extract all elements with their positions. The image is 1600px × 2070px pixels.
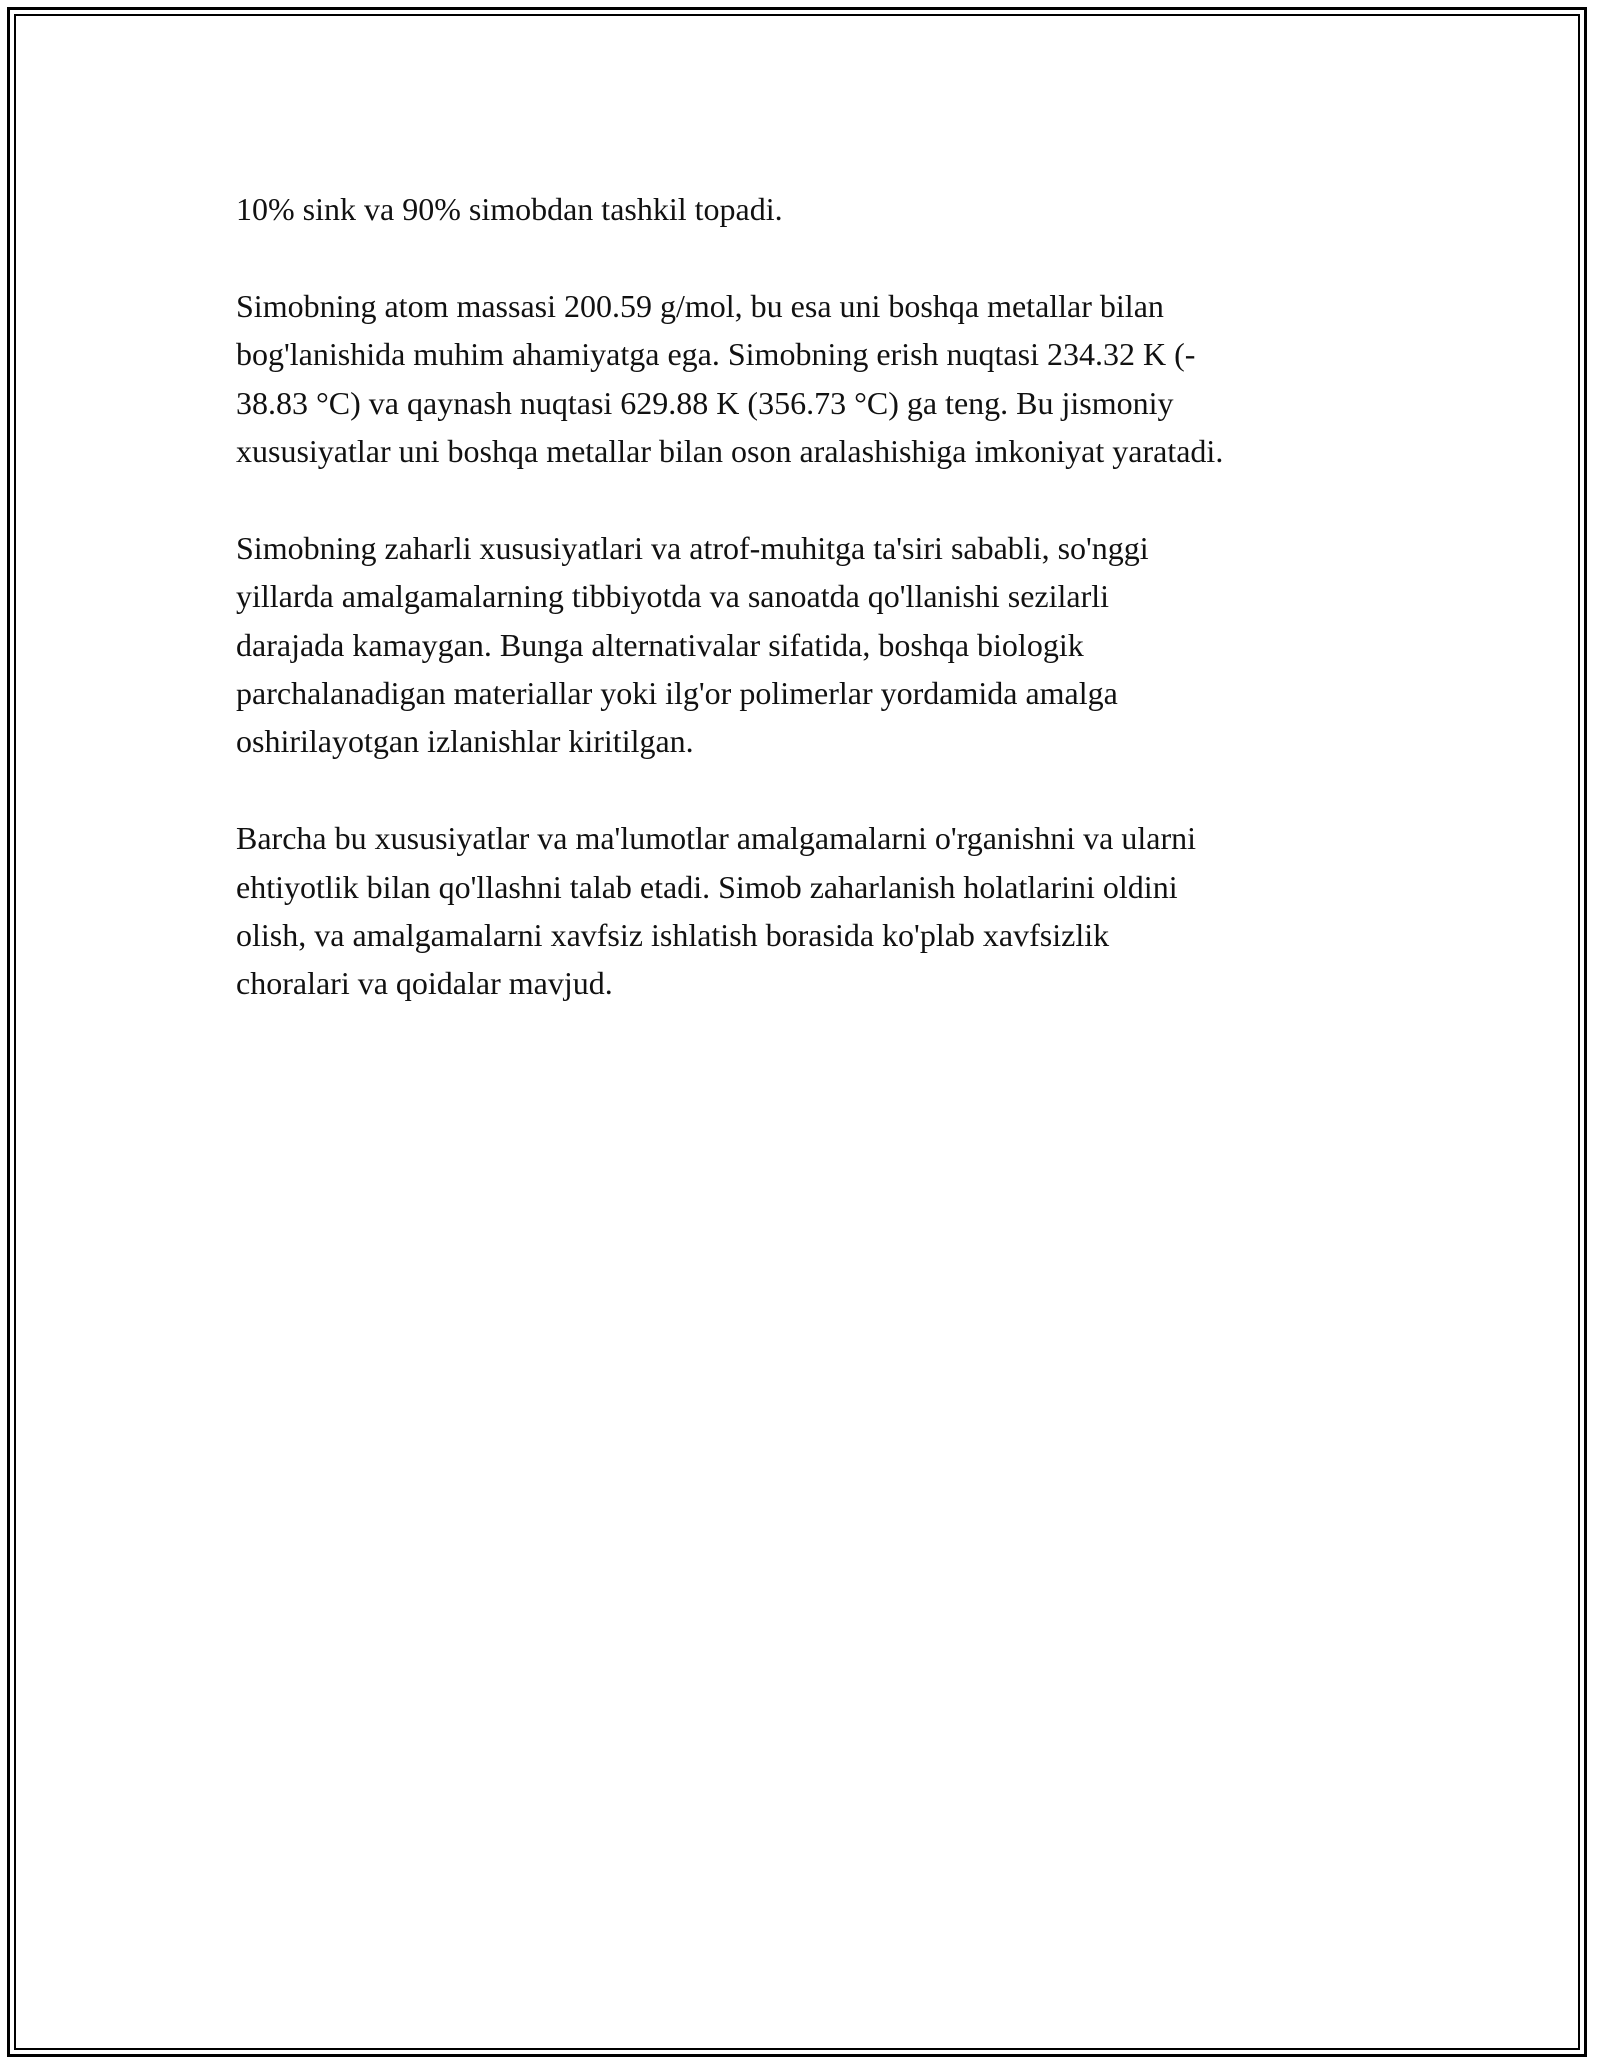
paragraph-composition: 10% sink va 90% simobdan tashkil topadi. — [236, 191, 783, 227]
paragraph-toxicity: Simobning zaharli xususiyatlari va atrof-muhitga ta'siri sababli, so'nggi yillarda amalgamalarning tibbiyotda va sanoatda qo'llanishi sezilarli darajada kamaygan. Bunga alternativalar sifatida, boshqa biologik parchalanadigan materiallar yoki ilg'or polimerlar yordamida amalga oshirilayotgan izlanishlar kiritilgan. — [236, 529, 1149, 760]
document-body — [236, 185, 1416, 1056]
paragraph-physical-properties: Simobning atom massasi 200.59 g/mol, bu esa uni boshqa metallar bilan bog'lanishida muhim ahamiyatga ega. Simobning erish nuqtasi 234.32 K (- 38.83 °C) va qaynash nuqtasi 629.88 K (356.73 °C) ga teng. Bu jismoniy xususiyatlar uni boshqa metallar bilan oson aralashishiga imkoniyat yaratadi. — [236, 287, 1224, 470]
paragraph-safety: Barcha bu xususiyatlar va ma'lumotlar amalgamalarni o'rganishni va ularni ehtiyotlik bilan qo'llashni talab etadi. Simob zaharlanish holatlarini oldini olish, va amalgamalarni xavfsiz ishlatish borasida ko'plab xavfsizlik choralari va qoidalar mavjud. — [236, 820, 1196, 1002]
